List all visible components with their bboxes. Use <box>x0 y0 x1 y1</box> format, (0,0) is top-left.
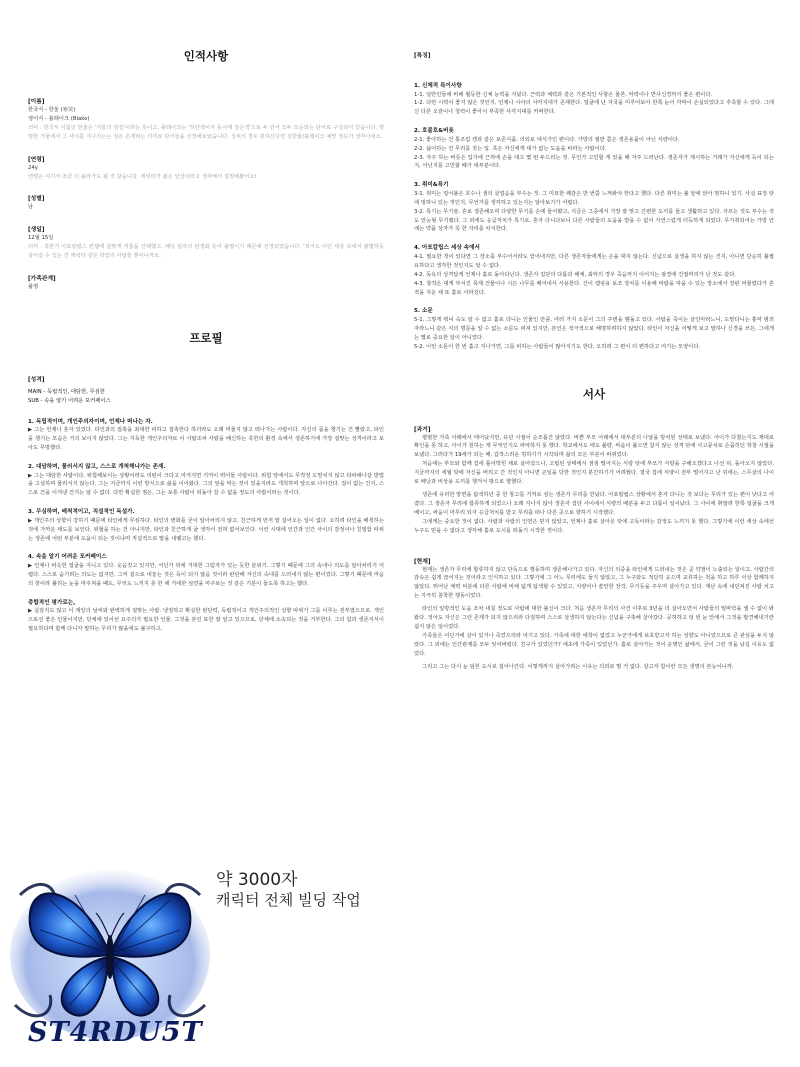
feature-2-body: 2-1. 좋아하는 건 통조림 캔과 같은 보존식품. 의외로 대식가인 편이다. 가방의 절반 쯤은 생존용품이 아닌 식량이다. 2-2. 싫어하는 건 무리를 짓는 일. 혹은 자신에게 대가 없는 도움을 바라는 사람이다. 2-3. 자주 하는 버릇은 입가에 근처에 손을 대고 몇 번 두드리는 것. 무언가 고민할 게 있을 때 자주 드러난다. 생존자가 제시하는 거래가 자신에게 득이 되는지, 아닌지를 고민할 때가 대부분이다. <box>414 136 774 170</box>
item-1-heading: 1. 독립적이며, 개인주의자이며, 언제나 떠나는 자. <box>28 418 153 425</box>
past-para-2: 처음에는 부모와 함께 집에 틀어박힌 채로 살아갔으나, 고립된 상태에서 점점 떨어지는 식량 탓에 부모가 식량을 구해오겠다고 나선 뒤, 돌아오지 않았다. 지금까지의 세월 탓에 자신을 버리고 간 것인지 아니면 곤일을 당한 것인지 분간하기가 어려웠다. 결국 집에 식량이 전부 떨어지고 난 뒤에는, 스무살의 나이로 배낭과 비상용 도끼를 챙겨서 밖으로 향했다. <box>414 461 774 486</box>
birthday-text: 12월 15일 <box>28 235 54 242</box>
age-label: [연령] <box>28 156 45 163</box>
item-3-body: ▶ 개인주의 성향이 강하기 때문에 타인에게 무심하다. 타인의 변화를 굳이 알아차리지 않고, 친근하게 먼저 말 걸어오는 일이 없다. 오히려 타인을 배척하는 것에 가까운 태도를 보인다. 위협을 하는 건 아니지만, 타인과 친근하게 굴 생각이 전혀 없어보인다. 이런 시대에 인간과 인간 사이의 감정이나 친밀함 따위는 생존에 어떤 부분에 도움이 되는 것이냐며 직설적으로 말을 내뱉고는 했다. <box>28 517 384 542</box>
item-1-body: ▶ 그는 언제나 혼자 있었다. 타인과의 접촉을 최대한 피하고 접촉한다 하더라도 오래 머물지 않고 떠나가는 사람이다. 자신의 몫을 챙기는 건 빨랐고, 타인을 챙기는 모습은 거의 보이지 않았다. 그는 지독한 개인주의자로 이 사람조차 사람을 배신하는 혹한의 환경 속에서 생존하기에 가장 걸맞는 성격이라고 보아도 무방했다. <box>28 427 384 452</box>
past-label: [과거] <box>414 426 431 433</box>
personality-label: [성격] <box>28 376 45 383</box>
item-4-heading: 4. 속을 알기 어려운 포커페이스 <box>28 554 107 561</box>
feature-2-heading: 2. 호불호&버릇 <box>414 128 454 135</box>
feature-4-body: 4-1. 필요한 것이 있다면 그 장소를 부수어서라도 얻어내지만, 다른 생존자들에게는 손을 대지 않는다. 신념으로 살생을 하지 않는 건지, 아니면 단순히 불필요하다고 생각한 것인지도 알 수 없다. 4-2. 독유의 성격답게 언제나 홀로 돌아다닌다. 생존자 집단의 다툼과 해체, 최악의 경우 죽음까지 이어지는 광경에 진절머리가 난 것도 같다. 4-3. 창작은 대게 부서진 목재 건물이나 시든 나무를 베어내서 사용한다. 간이 캠핑용 보조 장치를 이용해 바람을 막을 수 있는 장소에서 장판 머물렀다가 흔적을 지운 채 또 홀로 사라진다. <box>414 253 774 296</box>
feature-3-heading: 3. 취미&특기 <box>414 182 449 189</box>
brand-logo: ST4RDU5T <box>28 1017 203 1048</box>
present-para-1: 현재는 생존자 무리에 합류하지 않고 단독으로 행동하며 생존해나가고 있다. 자신의 의중을 타인에게 드러내는 것은 곧 약점이 노출되는 일이고, 사람간의 감속은 쉽게 끊어지는 것이라고 인식하고 있다. 그렇기에 그 어느 무리에도 들지 않았고, 그 누구와도 적당히 웃으며 교류하는 척을 하고 하루 이상 함께하지 않았다. 뛰어난 체력 덕분에 다른 사람에 비해 넓게 탐색할 수 있었고, 식량이나 쓸만한 장작, 무기등을 주우며 살아가고 있다. 재난 속에 내던져진 사람 치고는 지극히 침착한 행동이었다. <box>414 566 774 600</box>
section-title-personal-info: 인적사항 <box>183 49 229 63</box>
section-title-narrative: 서사 <box>582 386 606 401</box>
feature-4-heading: 4. 아포칼립스 세상 속에서 <box>414 245 480 252</box>
present-para-4: 그리고 그는 다시 눈 덮힌 도시로 걸어나간다. 이렇게까지 살아가려는 이유는 의외로 별 거 없다. 살고자 함이란 모든 생명의 본능이니까. <box>422 663 734 670</box>
summary-heading: 총합적인 평가로는, <box>28 599 76 606</box>
item-3-heading: 3. 무심하며, 배척적이고, 직설적인 독설가. <box>28 509 135 516</box>
item-2-body: ▶ 그는 대담한 사람이다. 위험해보이는 상황이라도 리턴이 크다고 여겨지면 기꺼이 뛰어들 사람이다. 위험 앞에서도 무작정 도망치지 않고 타파해나갈 방법을 고심하며 물러서지 않는다. 그는 지금까지 이런 방식으로 삶을 이어왔다. 그의 앞을 막는 것이 있을지라도 개척하며 앞으로 나아간다. 걸이 없는 건지, 스스로 건을 이겨낸 건지는 알 수 없다. 다만 확실한 점은, 그는 보통 사람이 뒤돌아 갈 수 없을 정도의 사람이라는 것이다. <box>28 472 384 497</box>
birthday-label: [생일] <box>28 227 45 234</box>
name-text: 한국식 - 한울 (寒旲) 영어식 - 블레이크 (Blake) <box>28 107 90 122</box>
name-label: [이름] <box>28 99 45 105</box>
features-label: [특징] <box>414 53 431 59</box>
name-note: 의미 : 한국식 이름인 한울은 '겨울의 검정'이라는 뜻이고, 블레이크는 '하얀색이자 동시에 검은색'으로 두 언어 모두 모순되는 단어로 구성되어 있습니다. 명명한 거울에서 그 사이를 지나가는는 검은 존재라는 의미로 단어들을 선정해보았습니다. 성씨의 경우 원하신다면 김한울/블레이크 예맛 정도가 생각나네요. <box>28 124 384 140</box>
item-2-heading: 2. 대담하며, 물러서지 않고, 스스로 개척해나가는 존재. <box>28 464 166 470</box>
family-text: 불명 <box>28 284 39 291</box>
section-title-profile: 프로필 <box>189 330 223 345</box>
present-para-2: 타인의 일방적인 도움 조차 내칠 정도로 사람에 대한 불신이 크다. 처음 생존자 무리의 사건 이후로 3년을 더 살아오면서 사람들의 밑바닥을 셀 수 없이 봐왔다. 적어도 자신은 그런 존재가 되지 않으리라 다짐하며 스스로 살생하지 않는다는 신념을 구축해 살아갔다. 공허하고 텅 빈 눈 안에서 그것을 발견해내기란 쉽지 않은 일이었다. <box>414 606 774 630</box>
gender-label: [성별] <box>28 196 45 203</box>
age-text: 24y <box>28 164 38 171</box>
birthday-note: 의미 : 흑한기 아포칼립스 컨셉에 걸맞게 겨울을 선택했고, 해당 일자의 탄생화 뜻이 불멸이기 때문에 선정되었습니다. '적어도 이런 세상 속에서 불멸하듯 살아갈 수 있는 건 캐릭터 같은 타입의 사람들 뿐이니까요. <box>28 244 384 260</box>
age-note: 연령은 여기서 조금 더 올라가도 될 것 같습니다. 캐릭터가 젊은 인상이라고 생각해서 설정해봤어요! <box>28 173 257 180</box>
present-label: [현재] <box>414 558 431 565</box>
feature-5-body: 5-1. 그렇게 뭐닉 숙도 알 수 없고 홀로 다니는 인물인 만큼, 여러 가지 소문이 그의 주변을 맴돌고 있다. 사람을 죽이는 살인마라느니, 도망다니는 흉악 범죄자라느니 같은 식의 명문을 알 수 없는 소문도 퍼져 있지만, 본인은 적극적으로 해명하려하지 않았다. 타인이 자신을 어떻게 보고 말하나 신경을 쓰든, 그에게는 별로 중요한 일이 아니었다. 5-2. 이런 소문이 한 번 홀고 지나가면, 그를 피하는 사람들이 많아지기도 한다. 오히려 그 편이 더 편하다고 여기는 모양이다. <box>414 316 774 350</box>
past-para-1: 평범한 가족 아래에서 태어났지만, 유년 시절이 순조롭진 않았다. 바쁜 부모 아래에서 대부분의 나날을 방치된 상태로 보냈다. 아이가 다쳤는지도 제대로 확인을 못 하고, 아이가 원하는 게 무엇인지도 파악하지 못 했다. 학교에서도 태도 불량, 싸움이 붙으면 참지 않는 성격 탓에 사고뭉치로 손꼽히던 학창 시절을 보냈다. 그러다가 19세가 되는 해, 갑작스러운 빙하기가 시작되며 삶의 모든 부분이 바뀌었다. <box>414 434 774 459</box>
promo-text-build-work: 캐릭터 전체 빌딩 작업 <box>216 891 361 909</box>
feature-1-body: 1-1. 일반인들에 비해 월등한 신체 능력을 지녔다. 근력과 체력과 같은 기본적인 사항은 물론, 악력이나 반사신경까지 좋은 편이다. 1-2. 다만 시력이 좋지 않은 것인지, 언제나 시야의 사각지대가 존재한다. 얼굴에 난 자국을 미루어보아 한쪽 눈이 각막이 손실되었다고 추측할 수 있다. 그대신 다른 오감이나 청력이 좋아서 부족한 사각지대를 커버한다. <box>414 91 774 116</box>
feature-5-heading: 5. 소문 <box>414 308 433 315</box>
present-para-3: 가족들은 어딘가에 살아 있거나 죽었으리라 여기고 있다. 가족에 대한 애착이 없었고 누군가에게 보호받고자 하는 성향도 아니었으므로 큰 관심을 두지 않았다. 그 외에는 인간관계를 모두 잊어버렸다. 친구가 있었던가? 애초에 가족이 있었던가. 홀로 살아가는 것이 운명인 삶에서, 굳이 그런 것을 남길 이유도 없었다. <box>414 632 774 657</box>
family-label: [가족관계] <box>28 276 56 283</box>
promo-text-char-count: 약 3000자 <box>216 870 298 890</box>
personality-main: MAIN - 독립적인, 대담한, 무심한 SUB - 속을 알기 어려운 포커페이스 <box>28 388 111 404</box>
summary-body: ▶ 실감지도 않고 이 재앙의 날씨와 완벽하게 걸맞는 사람. 냉정하고 확실한 판단력, 독립적이고 개인주의적인 성향 따위가 그를 이루는 전부였으므로. 개인으로선 좋은 인물이지만, 단체에 있어선 요주의가 필요한 인물. 그것을 본인 또한 잘 알고 있으므로, 단체에 소속되는 것을 거부한다. 그의 힘과 생존지식이 필요하다며 함께 다니자 말하는 무리가 많을에도 불구하고. <box>28 608 384 632</box>
past-para-3: 생존에 유리한 방면을 탐색하던 중 한 창고를 거처로 삼는 생존자 무리를 만났다. 아포칼립스 상황에서 혼자 다니는 것 보다는 무리가 있는 편이 낫다고 여겼다. 그 생존자 무리에 합류하게 되었으나 오래 지나지 않아 생존자 집단 사이에서 식량의 배분을 두고 다툼이 일어났다. 그 사이에 휘말려 한쪽 얼굴을 크게 베이고, 싸움이 마무리 되자 응급처치를 받고 무리를 떠나 다른 곳으로 향하기 시작했다. <box>414 491 774 516</box>
left-column <box>28 28 384 634</box>
right-column <box>414 28 774 671</box>
feature-3-body: 3-1. 취미는 얼어붙은 호수나 샘의 살얼음을 부수는 것. 그 미묘한 쾌감은 반 번쯤 느껴봐야 한다고 했다. 다른 취미는 불 앞에 앉아 멍하니 있기. 사실 표정 탓에 멍하니 있는 것인지, 무언가를 생각하고 있는지는 알아보기가 어렵다. 3-2. 특기는 무기술. 흔로 생존해오며 다양한 무기를 손에 들어봤고, 지금은 그중에서 가장 잘 맞고 간편한 도끼를 들고 생활하고 있다. 자르는 것도 부수는 것도 만능형 무기랬다. 그 외에도 응급처치가 특기로, 혼자 다니다보니 다른 사람들의 도움을 받을 수 없어 자연스럽게 터득하게 되었다. 무기취되어는 가방 안에는 약품 상자가 꼭 한 자리를 차지한다. <box>414 190 774 233</box>
gender-text: 남 <box>28 204 34 211</box>
promo-area <box>0 855 400 1067</box>
item-4-body: ▶ 언제나 비슷한 얼굴을 지니고 있다. 웃음짓고 있지만, 어딘가 뒤에 거대한 그림자가 있는 듯한 분위기. 그렇기 때문에 그의 속내나 의도를 알아차리기 어렵다. 스스로 숨기려는 의도는 없지만, 그저 겉으로 내놓는 것은 득이 되지 않음 것이라 판단해 자신의 속내를 드러내지 않는 편이었다. 그렇기 때문에 마음의 창이라 불리는 눈을 마주쳐을 때도, 무엇도 느끼지 못 한 채 거대한 심연을 마주보는 것 같은 기분이 들도록 하고는 했다. <box>28 562 384 587</box>
feature-1-heading: 1. 신체적 특이사항 <box>414 83 462 89</box>
past-para-4: 그에게는 중요한 것이 없다. 사람과 사람의 인연은 믿지 않았고, 언제나 홀로 살아온 탓에 고독이라는 감정도 느끼지 못 했다. 그렇기에 이런 세상 속에선 누구도 믿을 수 없다고 생각해 홀로 도시를 떠돌기 시작한 것이다. <box>414 518 774 534</box>
